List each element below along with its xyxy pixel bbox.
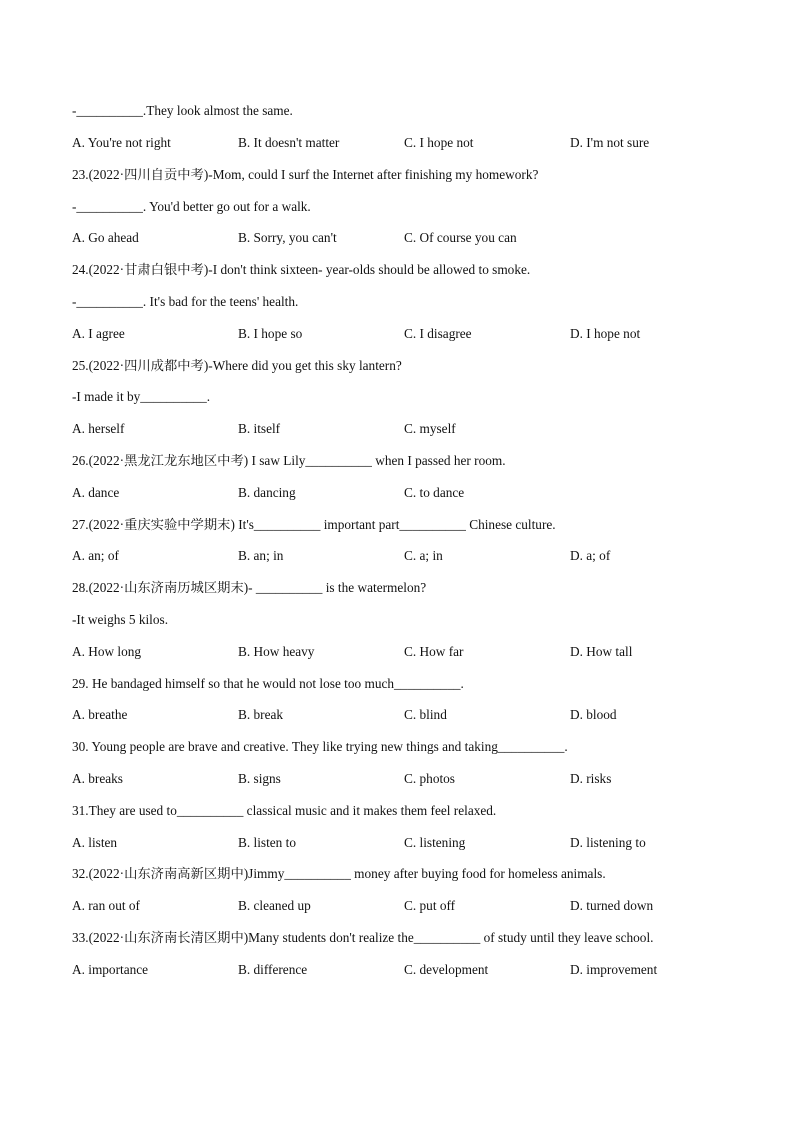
- option-d: D. a; of: [570, 548, 611, 563]
- option-c: C. development: [404, 962, 489, 977]
- option-d: D. How tall: [570, 644, 633, 659]
- option-c: C. Of course you can: [404, 230, 517, 245]
- option-c: C. I disagree: [404, 326, 472, 341]
- option-c: C. blind: [404, 707, 447, 722]
- question-22-options: [72, 134, 772, 152]
- option-a: A. breathe: [72, 707, 128, 722]
- option-c: C. a; in: [404, 548, 443, 563]
- option-a: A. an; of: [72, 548, 119, 563]
- option-b: B. an; in: [238, 548, 284, 563]
- question-32-stem: 32.(2022·山东济南高新区期中)Jimmy__________ money after buying food for homeless animals.: [72, 866, 606, 881]
- option-c: C. myself: [404, 421, 456, 436]
- option-d: D. listening to: [570, 835, 646, 850]
- option-b: B. dancing: [238, 485, 296, 500]
- option-b: B. I hope so: [238, 326, 303, 341]
- option-a: A. ran out of: [72, 898, 140, 913]
- question-23-options: [72, 229, 772, 247]
- option-d: D. I'm not sure: [570, 135, 650, 150]
- question-23-stem: 23.(2022·四川自贡中考)-Mom, could I surf the Internet after finishing my homework?: [72, 167, 539, 182]
- option-c: C. listening: [404, 835, 466, 850]
- question-24-options: [72, 325, 772, 343]
- option-a: A. breaks: [72, 771, 123, 786]
- option-d: D. I hope not: [570, 326, 641, 341]
- option-b: B. difference: [238, 962, 308, 977]
- option-b: B. Sorry, you can't: [238, 230, 337, 245]
- question-26-options: [72, 484, 772, 502]
- option-a: A. How long: [72, 644, 142, 659]
- question-33-options: [72, 961, 772, 979]
- option-d: D. blood: [570, 707, 617, 722]
- option-a: A. dance: [72, 485, 120, 500]
- question-25-options: [72, 420, 772, 438]
- question-27-options: [72, 547, 772, 565]
- question-31-stem: 31.They are used to__________ classical music and it makes them feel relaxed.: [72, 803, 497, 818]
- question-26-stem: 26.(2022·黑龙江龙东地区中考) I saw Lily__________ when I passed her room.: [72, 453, 506, 468]
- option-a: A. herself: [72, 421, 125, 436]
- option-c: C. to dance: [404, 485, 465, 500]
- question-27-stem: 27.(2022·重庆实验中学期末) It's__________ important part__________ Chinese culture.: [72, 517, 556, 532]
- question-28-options: [72, 643, 772, 661]
- question-25-stem: 25.(2022·四川成都中考)-Where did you get this sky lantern?: [72, 358, 402, 373]
- question-30-stem: 30. Young people are brave and creative. They like trying new things and taking__________.: [72, 739, 568, 754]
- option-d: D. improvement: [570, 962, 658, 977]
- question-32-options: [72, 897, 772, 915]
- option-b: B. listen to: [238, 835, 296, 850]
- question-33-stem: 33.(2022·山东济南长清区期中)Many students don't realize the__________ of study until they leave school.: [72, 930, 654, 945]
- question-31-options: [72, 834, 772, 852]
- question-29-stem: 29. He bandaged himself so that he would not lose too much__________.: [72, 676, 464, 691]
- option-c: C. How far: [404, 644, 464, 659]
- question-29-options: [72, 706, 772, 724]
- option-a: A. importance: [72, 962, 149, 977]
- option-c: C. put off: [404, 898, 456, 913]
- option-c: C. I hope not: [404, 135, 474, 150]
- option-a: A. listen: [72, 835, 118, 850]
- option-b: B. itself: [238, 421, 281, 436]
- question-24-answer-line: -__________. It's bad for the teens' health.: [72, 294, 299, 309]
- option-d: D. risks: [570, 771, 612, 786]
- question-28-stem: 28.(2022·山东济南历城区期末)- __________ is the watermelon?: [72, 580, 427, 595]
- option-c: C. photos: [404, 771, 455, 786]
- option-b: B. It doesn't matter: [238, 135, 340, 150]
- option-a: A. I agree: [72, 326, 125, 341]
- option-b: B. signs: [238, 771, 281, 786]
- question-24-stem: 24.(2022·甘肃白银中考)-I don't think sixteen- year-olds should be allowed to smoke.: [72, 262, 531, 277]
- question-23-answer-line: -__________. You'd better go out for a walk.: [72, 199, 311, 214]
- question-25-answer-line: -I made it by__________.: [72, 389, 211, 404]
- question-22-answer-line: -__________.They look almost the same.: [72, 103, 293, 118]
- question-28-answer-line: -It weighs 5 kilos.: [72, 612, 169, 627]
- option-d: D. turned down: [570, 898, 654, 913]
- option-b: B. cleaned up: [238, 898, 311, 913]
- option-a: A. You're not right: [72, 135, 171, 150]
- question-30-options: [72, 770, 772, 788]
- option-b: B. How heavy: [238, 644, 315, 659]
- option-a: A. Go ahead: [72, 230, 139, 245]
- option-b: B. break: [238, 707, 284, 722]
